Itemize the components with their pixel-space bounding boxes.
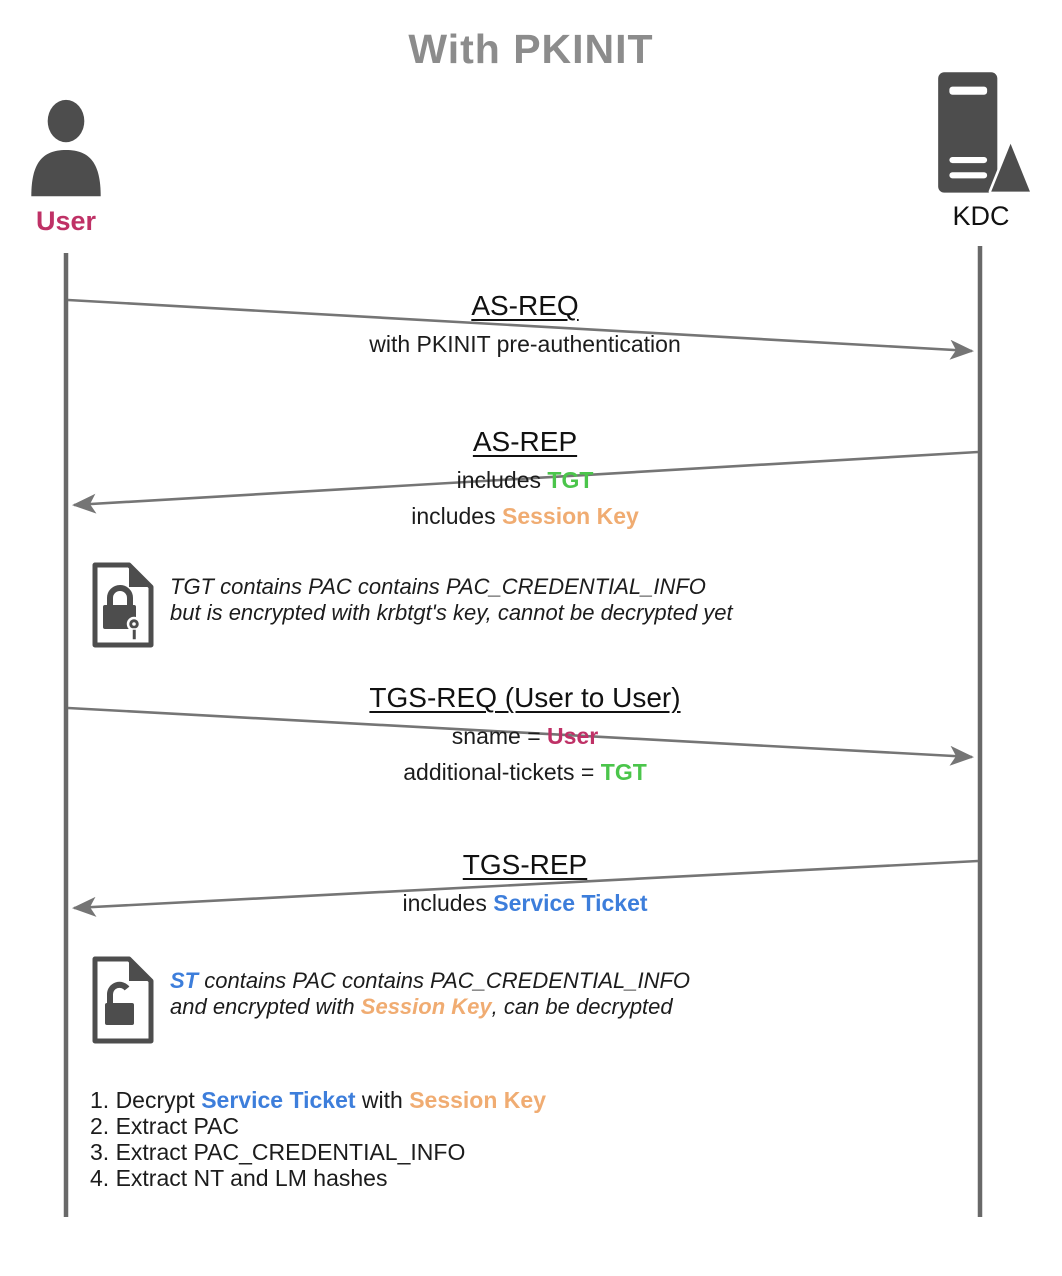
note2-line1: ST contains PAC contains PAC_CREDENTIAL_INFO	[170, 968, 691, 993]
as-req-title: AS-REQ	[471, 290, 579, 321]
decrypt-steps-list	[90, 1087, 546, 1191]
tgs-req-line1: sname = User	[451, 723, 599, 749]
tgs-rep-title: TGS-REP	[462, 849, 588, 880]
step-1: 1. Decrypt Service Ticket with Session Key	[90, 1087, 546, 1113]
session-key-value-3: Session Key	[409, 1087, 546, 1113]
service-ticket-value-2: Service Ticket	[201, 1087, 356, 1113]
as-rep-line2: includes Session Key	[411, 503, 639, 529]
tgs-rep-line1: includes Service Ticket	[402, 890, 648, 916]
step-3: 3. Extract PAC_CREDENTIAL_INFO	[90, 1139, 466, 1165]
sname-user-value: User	[547, 723, 599, 749]
step-4: 4. Extract NT and LM hashes	[90, 1165, 388, 1191]
service-ticket-value: Service Ticket	[493, 890, 648, 916]
session-key-value-2: Session Key	[360, 994, 492, 1019]
message-as-rep	[160, 426, 890, 530]
as-rep-line1: includes TGT	[456, 467, 594, 493]
message-tgs-req	[160, 682, 890, 786]
tgt-value: TGT	[547, 467, 594, 493]
tgs-req-line2: additional-tickets = TGT	[403, 759, 647, 785]
kdc-actor-label: KDC	[952, 201, 1010, 231]
user-actor-label: User	[35, 206, 97, 236]
note-st-pac	[170, 968, 690, 1020]
message-tgs-rep	[160, 849, 890, 917]
note2-line2: and encrypted with Session Key, can be decrypted	[170, 994, 673, 1019]
session-key-value: Session Key	[501, 503, 639, 529]
note1-line1: TGT contains PAC contains PAC_CREDENTIAL_INFO	[170, 574, 706, 599]
tgs-req-title: TGS-REQ (User to User)	[369, 682, 681, 713]
document-locked-icon	[88, 561, 158, 649]
document-unlocked-icon	[88, 955, 158, 1045]
note-tgt-pac	[170, 574, 733, 626]
additional-tickets-tgt-value: TGT	[600, 759, 647, 785]
note1-line2: but is encrypted with krbtgt's key, cannot be decrypted yet	[170, 600, 733, 625]
message-as-req	[160, 290, 890, 358]
as-req-subtitle: with PKINIT pre-authentication	[369, 331, 681, 357]
diagram-title: With PKINIT	[408, 26, 654, 72]
kdc-server-icon	[930, 70, 1032, 198]
user-person-icon	[22, 96, 110, 202]
as-rep-title: AS-REP	[472, 426, 578, 457]
st-value: ST	[170, 968, 199, 993]
step-2: 2. Extract PAC	[90, 1113, 240, 1139]
